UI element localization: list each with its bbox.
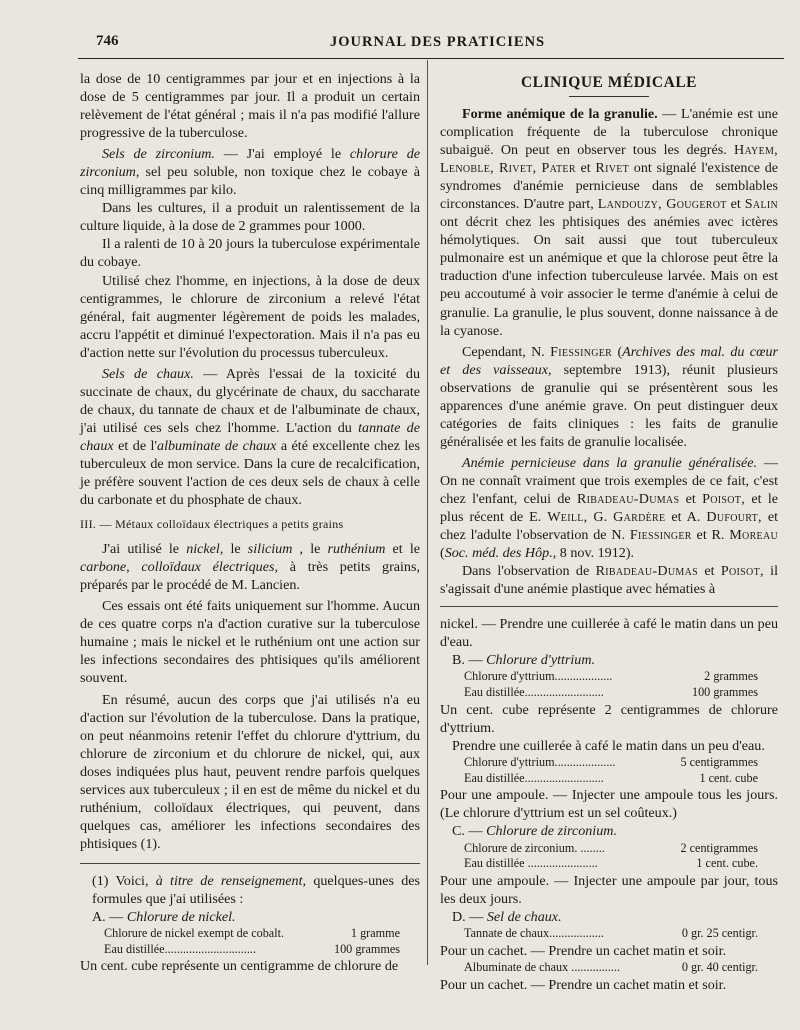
ingredient: Eau distillée.......................... xyxy=(464,770,604,785)
ingredient: Chlorure de nickel exempt de cobalt. xyxy=(104,926,285,941)
text: Cependant, N. xyxy=(462,343,551,360)
italic-term: silicium xyxy=(247,541,293,558)
quantity: 0 gr. 25 centigr. xyxy=(681,926,758,941)
italic-term: tannate de chaux xyxy=(80,419,420,454)
author-names: Moreau xyxy=(729,527,778,544)
formula-label xyxy=(440,908,778,926)
italic-term: Chlorure de nickel. xyxy=(126,909,236,926)
author-names: Weill, xyxy=(547,509,588,526)
footnote-text: Pour une ampoule. — Injecter une ampoule tous les jours. (Le chlorure d'yttrium est un sel coûteux.) xyxy=(440,787,778,822)
ingredient: Eau distillée.............................. xyxy=(104,941,256,956)
text: et xyxy=(679,490,703,507)
text: a été excellente chez les tuberculeux de mon service. Dans la cure de recalcification, je préfère souvent l'action de ces deux sels de chaux à celle du carbonate et du phosphate de chaux. xyxy=(80,437,420,509)
text: — L'anémie est une complication fréquente de la tuberculose chronique subaiguë. On peut en observer tous les degrés. xyxy=(440,106,778,159)
formula-row xyxy=(440,771,778,787)
paragraph xyxy=(80,145,420,199)
text: il s'agissait d'une anémie plastique avec hématies à xyxy=(440,563,778,598)
italic-term: albuminate de chaux xyxy=(157,437,277,454)
text: et A. xyxy=(665,509,707,526)
paragraph xyxy=(80,365,420,509)
italic-heading: Sels de zirconium. xyxy=(102,146,215,163)
quantity: 1 cent. cube. xyxy=(696,856,758,871)
text: sel peu soluble, non toxique chez le cobaye à cinq milligrammes par kilo. xyxy=(80,164,420,199)
text: G. xyxy=(587,509,614,526)
formula-row xyxy=(440,926,778,942)
text: 8 nov. 1912). xyxy=(556,545,635,562)
quantity: 5 centigrammes xyxy=(680,754,758,769)
text: (1) Voici, xyxy=(92,872,156,889)
quantity: 2 grammes xyxy=(704,669,758,684)
text: et xyxy=(575,160,596,177)
text: ont décrit chez les phtisiques des anémies avec ictères hémolytiques. On sait aussi que tout tuberculeux pulmonaire est un anémique et que la chlorose peut être la traduction d'une infection tuberculeuse larvée. Mais on est peu accoutumé à voir associer le terme d'anémie à celui de granulie. La granulie, le plus souvent, donne naissance à de la cyanose. xyxy=(440,214,778,339)
ingredient: Chlorure de zirconium. ........ xyxy=(464,840,605,855)
paragraph: Ces essais ont été faits uniquement sur l'homme. Aucun de ces quatre corps n'a d'action curative sur la tuberculose humaine ; mais le nickel et le ruthénium ont une action sur les infections secondaires des phtisiques qu'ils améliorent souvent. xyxy=(80,598,420,687)
quantity: 100 grammes xyxy=(691,685,758,700)
paragraph xyxy=(440,105,778,340)
text: et le plus récent de E. xyxy=(440,490,778,526)
ingredient: Eau distillée ....................... xyxy=(464,856,598,871)
ingredient: Tannate de chaux.................. xyxy=(464,926,604,941)
text: A. — xyxy=(92,909,127,926)
quantity: 100 grammes xyxy=(333,941,400,956)
text: ( xyxy=(612,343,623,360)
text: — J'ai employé le xyxy=(214,146,350,163)
left-column xyxy=(80,70,420,976)
quantity: 1 gramme xyxy=(350,926,400,941)
text: septembre 1913), réunit plusieurs observations de granulie qui se présentèrent sous les apparences d'une anémie grave. On peut distinguer deux catégories de faits cliniques : les faits de granulie généralisée et les faits de granulie localisée. xyxy=(440,361,778,450)
ingredient: Albuminate de chaux ................ xyxy=(464,959,621,974)
formula-row xyxy=(440,685,778,701)
italic-heading: Anémie pernicieuse dans la granulie généralisée. xyxy=(462,454,758,471)
footnote xyxy=(80,872,420,976)
italic-term: Archives des mal. du cœur et des vaisseaux, xyxy=(440,343,778,378)
ingredient: Chlorure d'yttrium.................... xyxy=(464,754,616,769)
text: C. — xyxy=(452,823,487,840)
text: D. — xyxy=(452,909,487,925)
text: ( xyxy=(440,545,445,562)
text: et de l' xyxy=(113,437,158,454)
text: et xyxy=(697,563,721,580)
running-title: JOURNAL DES PRATICIENS xyxy=(330,34,546,50)
title-rule xyxy=(569,96,649,97)
paragraph: Dans les cultures, il a produit un ralentissement de la culture liquide, à la dose de 2 grammes pour 1000. xyxy=(80,200,420,235)
italic-term: carbone, colloïdaux électriques, xyxy=(80,559,278,576)
quantity: 2 centigrammes xyxy=(680,840,758,855)
paragraph xyxy=(80,540,420,594)
text: ont signalé l'existence de syndromes d'anémie pernicieuse dans de semblables circonstances. D'autre part, xyxy=(440,160,778,213)
formula-label xyxy=(440,651,778,669)
footnote-continued xyxy=(440,615,778,993)
header-rule xyxy=(78,58,784,59)
footnote-text: Un cent. cube représente 2 centigrammes de chlorure d'yttrium. xyxy=(440,701,778,736)
column-divider xyxy=(427,60,428,965)
italic-term: à titre de renseignement, xyxy=(155,872,307,889)
page-number: 746 xyxy=(96,33,119,49)
author-names: Poisot, xyxy=(720,563,764,580)
formula-row xyxy=(80,942,420,958)
italic-term: Chlorure de zirconium. xyxy=(486,823,617,840)
paragraph: Il a ralenti de 10 à 20 jours la tuberculose expérimentale du cobaye. xyxy=(80,236,420,271)
text: B. — xyxy=(452,652,487,669)
footnote-rule xyxy=(440,606,778,607)
text: à très petits grains, préparés par le procédé de M. Lancien. xyxy=(80,559,420,594)
italic-heading: Sels de chaux. xyxy=(102,365,194,382)
bold-heading: Forme anémique de la granulie. xyxy=(462,106,658,122)
footnote-intro xyxy=(80,872,420,908)
author-names: Rivet xyxy=(595,160,630,177)
text: quelques-unes des formules que j'ai utilisées : xyxy=(92,872,420,907)
author-names: Salin xyxy=(744,196,779,213)
author-names: Fiessinger xyxy=(550,343,613,360)
quantity: 1 cent. cube xyxy=(699,770,758,785)
author-names: Ribadeau-Dumas xyxy=(595,563,698,580)
section-heading: III. — Métaux colloïdaux électriques a petits grains xyxy=(80,517,344,532)
text: et le xyxy=(385,541,421,558)
right-column xyxy=(440,70,778,994)
section-title: CLINIQUE MÉDICALE xyxy=(520,74,697,91)
author-names: Dufourt, xyxy=(706,509,762,526)
paragraph xyxy=(440,562,778,598)
italic-term: ruthénium xyxy=(327,541,386,558)
footnote-text: Pour un cachet. — Prendre un cachet matin et soir. xyxy=(440,942,727,959)
footnote-text: Prendre une cuillerée à café le matin dans un peu d'eau. xyxy=(452,737,765,754)
footnote-text: Pour un cachet. — Prendre un cachet matin et soir. xyxy=(440,976,727,993)
text: , le xyxy=(292,541,328,558)
text: — On ne connaît vraiment que trois exemples de ce fait, c'est chez l'enfant, celui de xyxy=(440,454,778,507)
footnote-text: nickel. — Prendre une cuillerée à café le matin dans un peu d'eau. xyxy=(440,616,778,651)
formula-row xyxy=(440,755,778,771)
author-names: Landouzy, Gougerot xyxy=(597,196,727,213)
formula-label xyxy=(80,908,420,926)
footnote-rule xyxy=(80,863,420,864)
paragraph xyxy=(440,343,778,451)
paragraph: Utilisé chez l'homme, en injections, à la dose de deux centigrammes, le chlorure de zirconium a relevé l'état général, fait augmenter légèrement de poids les malades, accru l'appétit et diminué l'expectoration. Mais il n'a pas eu d'action nette sur l'évolution du processus tuberculeux. xyxy=(80,272,420,361)
author-names: Poisot, xyxy=(702,490,746,507)
formula-row xyxy=(80,926,420,942)
italic-term: nickel, xyxy=(186,541,224,558)
text: Dans l'observation de xyxy=(462,563,596,580)
paragraph xyxy=(440,454,778,562)
author-names: Fiessinger xyxy=(629,527,692,544)
formula-row xyxy=(440,841,778,857)
paragraph: En résumé, aucun des corps que j'ai utilisés n'a eu d'action sur l'évolution de la tuberculose. Dans la pratique, on peut néanmoins retenir l'effet du chlorure d'yttrium, du chlorure de zirconium et du chlorure de nickel, qui, aux doses indiquées plus haut, peuvent rendre parfois quelques services aux tuberculeux ; il en est de même du nickel et du ruthénium, colloïdaux électriques, qui peuvent, dans quelques cas, améliorer les infections secondaires des phtisiques (1). xyxy=(80,691,420,852)
text: et R. xyxy=(691,527,730,544)
formula-row xyxy=(440,669,778,685)
italic-term: Sel de chaux. xyxy=(486,909,562,925)
paragraph: la dose de 10 centigrammes par jour et en injections à la dose de 5 centigrammes par jour. Il a produit un certain relèvement de l'état général ; mais il n'a pas modifié l'allure progressive de la tuberculose. xyxy=(80,71,420,142)
text: J'ai utilisé le xyxy=(102,541,187,558)
formula-label xyxy=(440,822,778,840)
italic-term: Soc. méd. des Hôp., xyxy=(444,545,557,562)
italic-term: chlorure de zirconium, xyxy=(80,146,421,181)
footnote-text: Un cent. cube représente un centigramme de chlorure de xyxy=(80,958,399,975)
formula-row xyxy=(440,856,778,872)
formula-row xyxy=(440,960,778,976)
text: le xyxy=(223,541,248,558)
italic-term: Chlorure d'yttrium. xyxy=(486,652,596,669)
author-names: Ribadeau-Dumas xyxy=(576,490,680,507)
footnote-text: Pour une ampoule. — Injecter une ampoule par jour, tous les deux jours. xyxy=(440,872,778,907)
text: — Après l'essai de la toxicité du succinate de chaux, du glycérinate de chaux, du saccharate de chaux, du tannate de chaux et de l'albuminate de chaux, j'ai utilisé ces sels chez l'homme. L'action du xyxy=(80,365,420,436)
author-names: Hayem, Lenoble, Rivet, Pater xyxy=(440,142,778,177)
author-names: Gardère xyxy=(613,509,666,526)
ingredient: Eau distillée.......................... xyxy=(464,685,604,700)
text: et xyxy=(726,196,745,213)
quantity: 0 gr. 40 centigr. xyxy=(681,959,758,974)
text: et chez l'adulte l'observation de N. xyxy=(440,509,778,544)
ingredient: Chlorure d'yttrium................... xyxy=(464,669,613,684)
